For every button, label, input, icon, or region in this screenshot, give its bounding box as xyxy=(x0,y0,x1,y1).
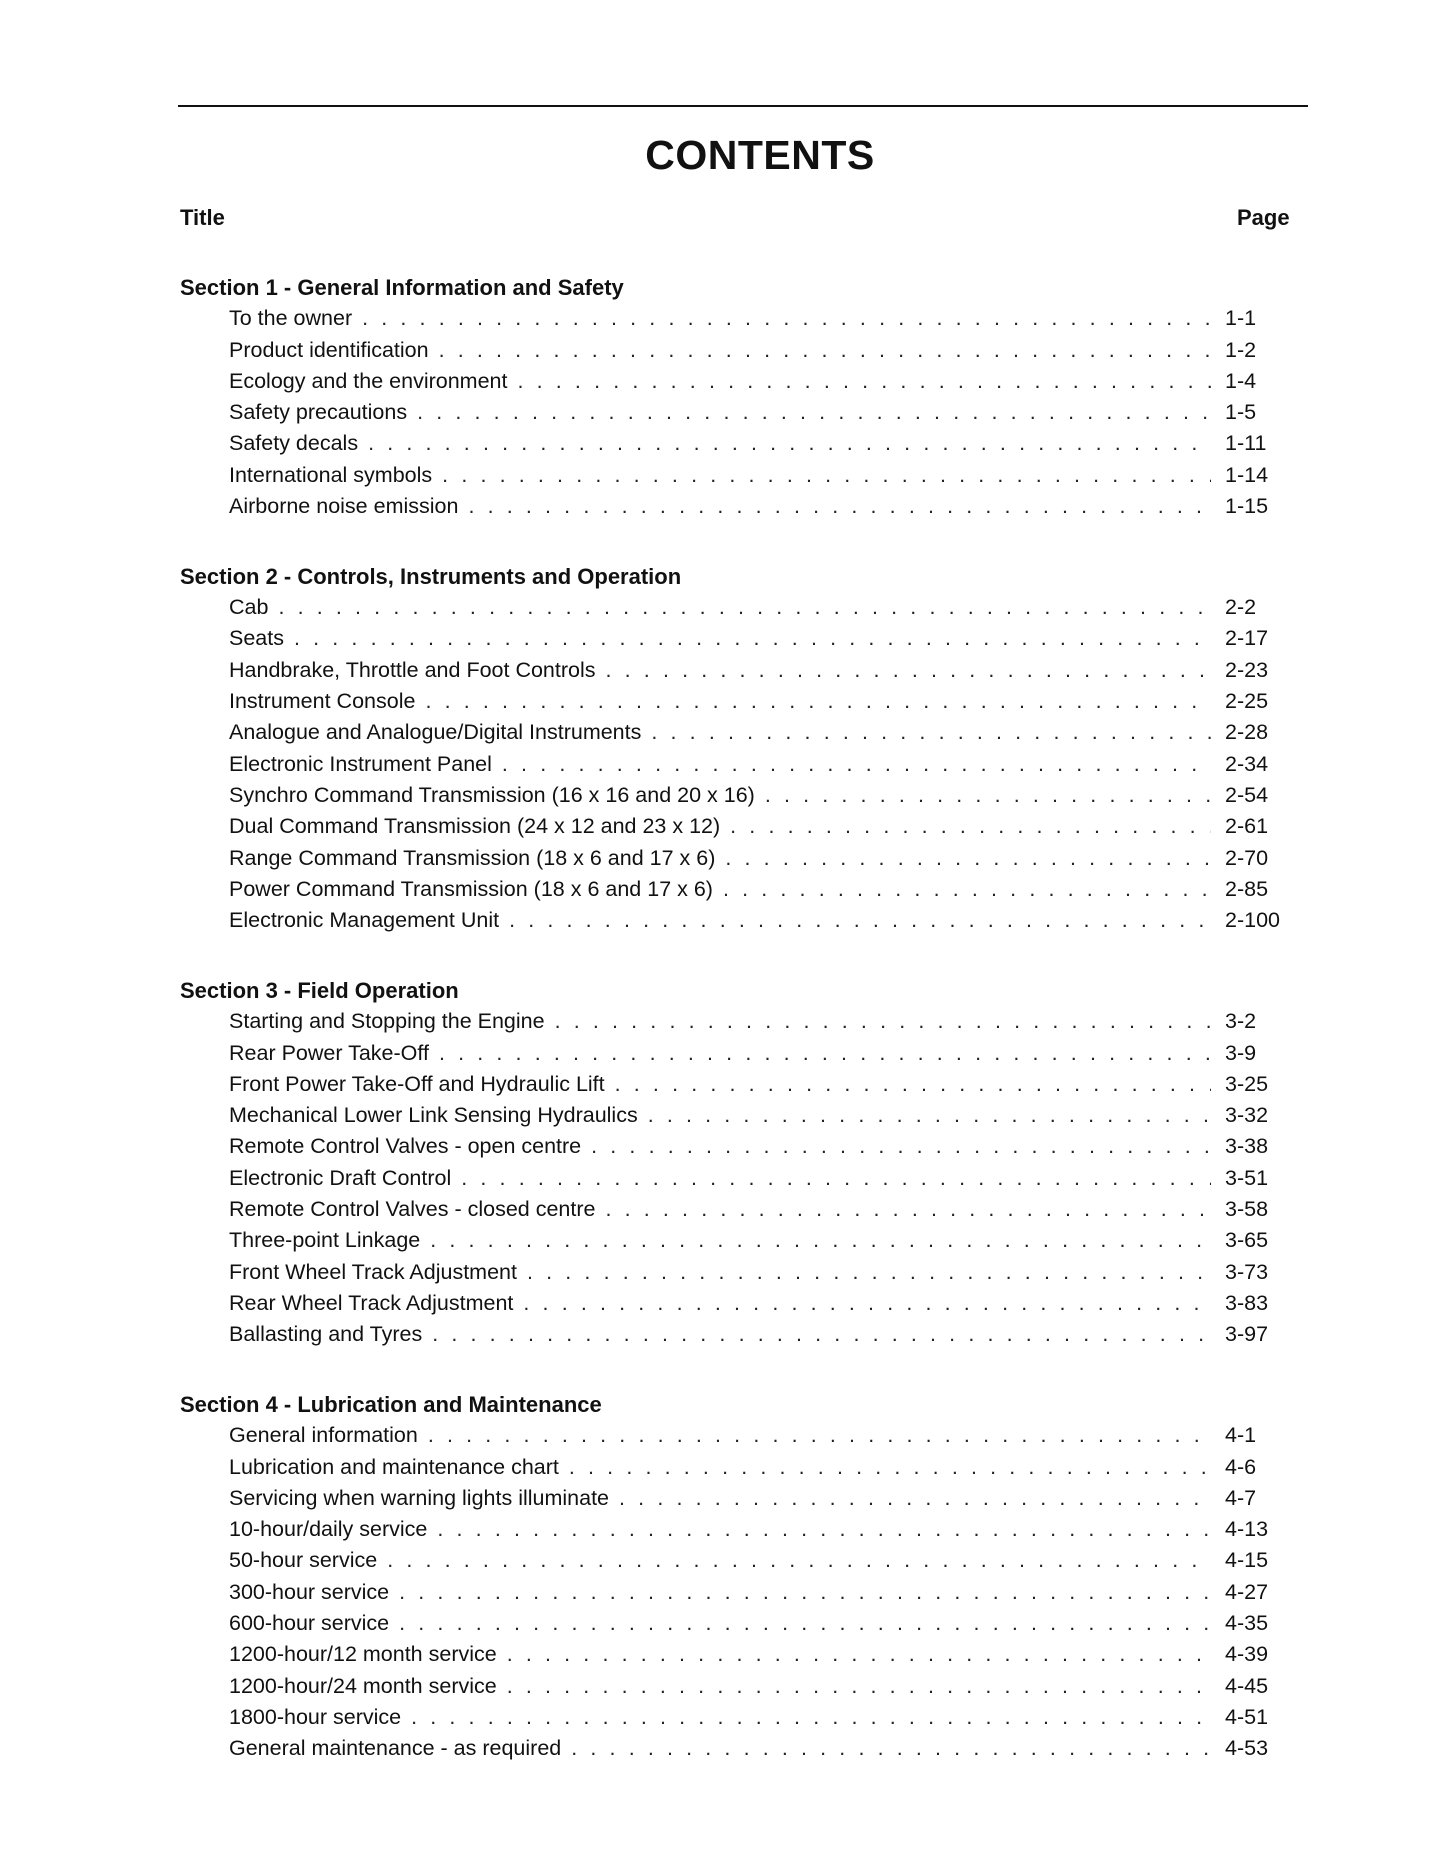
toc-entry xyxy=(180,397,1300,428)
entry-title: Electronic Management Unit xyxy=(229,908,500,933)
section-heading: Section 1 - General Information and Safety xyxy=(180,275,624,300)
toc-entry xyxy=(180,1545,1300,1576)
entry-page-number: 2-85 xyxy=(1225,876,1269,901)
toc-entry xyxy=(180,1733,1300,1764)
entry-title: Range Command Transmission (18 x 6 and 17 x 6) xyxy=(229,845,716,870)
dot-leader xyxy=(555,1006,1211,1037)
entry-page-number: 3-65 xyxy=(1225,1228,1269,1253)
entry-page-number: 1-1 xyxy=(1225,306,1257,331)
entry-title: Ballasting and Tyres xyxy=(229,1322,423,1347)
entry-page-number: 3-73 xyxy=(1225,1259,1269,1284)
entry-title: Starting and Stopping the Engine xyxy=(229,1009,545,1034)
toc-entry xyxy=(180,1483,1300,1514)
entry-page-number: 1-2 xyxy=(1225,337,1257,362)
entry-title: Instrument Console xyxy=(229,689,416,714)
toc-entry xyxy=(180,623,1300,654)
toc-entry xyxy=(180,1639,1300,1670)
entry-title: Product identification xyxy=(229,337,429,362)
dot-leader xyxy=(502,749,1211,780)
entry-page-number: 2-100 xyxy=(1225,908,1280,933)
entry-title: Handbrake, Throttle and Foot Controls xyxy=(229,657,596,682)
entry-title: Seats xyxy=(229,626,284,651)
entry-page-number: 2-25 xyxy=(1225,689,1269,714)
section-heading: Section 4 - Lubrication and Maintenance xyxy=(180,1392,602,1417)
entry-title: Three-point Linkage xyxy=(229,1228,421,1253)
entry-title: To the owner xyxy=(229,306,353,331)
entry-title: 50-hour service xyxy=(229,1548,378,1573)
entry-page-number: 2-23 xyxy=(1225,657,1269,682)
column-header-page: Page xyxy=(1237,205,1290,230)
toc-section xyxy=(180,1389,1300,1765)
entry-title: Synchro Command Transmission (16 x 16 and 20 x 16) xyxy=(229,782,755,807)
dot-leader xyxy=(569,1452,1211,1483)
dot-leader xyxy=(439,1038,1211,1069)
entry-title: International symbols xyxy=(229,462,433,487)
dot-leader xyxy=(278,592,1211,623)
dot-leader xyxy=(507,1639,1211,1670)
toc-entry xyxy=(180,811,1300,842)
toc-entry xyxy=(180,1163,1300,1194)
toc-entry xyxy=(180,1608,1300,1639)
page-title: CONTENTS xyxy=(645,132,875,178)
dot-leader xyxy=(428,1420,1211,1451)
entry-title: General information xyxy=(229,1423,418,1448)
toc-section xyxy=(180,975,1300,1351)
toc-entry xyxy=(180,905,1300,936)
entry-page-number: 4-7 xyxy=(1225,1485,1257,1510)
dot-leader xyxy=(723,874,1211,905)
entry-page-number: 4-45 xyxy=(1225,1673,1269,1698)
entry-page-number: 3-38 xyxy=(1225,1134,1269,1159)
entry-title: Front Power Take-Off and Hydraulic Lift xyxy=(229,1071,605,1096)
dot-leader xyxy=(294,623,1211,654)
toc-entry xyxy=(180,1514,1300,1545)
dot-leader xyxy=(442,460,1211,491)
toc-entry xyxy=(180,843,1300,874)
entry-title: Power Command Transmission (18 x 6 and 17 x 6) xyxy=(229,876,713,901)
dot-leader xyxy=(362,303,1211,334)
entry-page-number: 3-97 xyxy=(1225,1322,1269,1347)
toc-entry xyxy=(180,1452,1300,1483)
toc-entry xyxy=(180,491,1300,522)
toc-entry xyxy=(180,780,1300,811)
entry-page-number: 4-51 xyxy=(1225,1704,1269,1729)
toc-entry xyxy=(180,1006,1300,1037)
entry-page-number: 3-58 xyxy=(1225,1197,1269,1222)
entry-title: Safety decals xyxy=(229,431,359,456)
dot-leader xyxy=(417,397,1211,428)
entry-page-number: 4-35 xyxy=(1225,1611,1269,1636)
toc-entry xyxy=(180,1257,1300,1288)
entry-page-number: 4-13 xyxy=(1225,1517,1269,1542)
dot-leader xyxy=(411,1702,1211,1733)
entry-title: Analogue and Analogue/Digital Instruments xyxy=(229,720,642,745)
dot-leader xyxy=(439,335,1211,366)
entry-page-number: 4-27 xyxy=(1225,1579,1269,1604)
entry-title: 1800-hour service xyxy=(229,1704,402,1729)
dot-leader xyxy=(399,1608,1211,1639)
table-of-contents xyxy=(180,272,1300,1803)
dot-leader xyxy=(571,1733,1211,1764)
dot-leader xyxy=(432,1319,1211,1350)
entry-title: Cab xyxy=(229,595,269,620)
dot-leader xyxy=(430,1225,1211,1256)
toc-entry xyxy=(180,335,1300,366)
dot-leader xyxy=(368,428,1211,459)
dot-leader xyxy=(507,1671,1211,1702)
dot-leader xyxy=(468,491,1211,522)
entry-page-number: 4-6 xyxy=(1225,1454,1257,1479)
dot-leader xyxy=(725,843,1211,874)
dot-leader xyxy=(591,1131,1211,1162)
entry-title: Electronic Draft Control xyxy=(229,1165,452,1190)
entry-page-number: 2-2 xyxy=(1225,595,1257,620)
column-header-title: Title xyxy=(180,205,225,230)
entry-page-number: 1-4 xyxy=(1225,368,1257,393)
entry-title: 1200-hour/12 month service xyxy=(229,1642,497,1667)
dot-leader xyxy=(605,1194,1211,1225)
toc-entry xyxy=(180,655,1300,686)
dot-leader xyxy=(527,1257,1211,1288)
entry-title: Rear Wheel Track Adjustment xyxy=(229,1290,514,1315)
dot-leader xyxy=(619,1483,1211,1514)
entry-title: Electronic Instrument Panel xyxy=(229,751,492,776)
entry-title: 300-hour service xyxy=(229,1579,390,1604)
toc-entry xyxy=(180,1069,1300,1100)
entry-page-number: 3-32 xyxy=(1225,1103,1269,1128)
entry-page-number: 2-34 xyxy=(1225,751,1269,776)
toc-entry xyxy=(180,1225,1300,1256)
entry-title: Servicing when warning lights illuminate xyxy=(229,1485,610,1510)
entry-title: 10-hour/daily service xyxy=(229,1517,428,1542)
entry-page-number: 1-11 xyxy=(1225,431,1267,456)
entry-page-number: 1-5 xyxy=(1225,400,1257,425)
dot-leader xyxy=(523,1288,1211,1319)
entry-page-number: 3-83 xyxy=(1225,1290,1269,1315)
toc-section xyxy=(180,561,1300,937)
dot-leader xyxy=(765,780,1211,811)
entry-page-number: 4-53 xyxy=(1225,1736,1269,1761)
toc-entry xyxy=(180,592,1300,623)
toc-entry xyxy=(180,1288,1300,1319)
entry-title: Remote Control Valves - open centre xyxy=(229,1134,582,1159)
toc-entry xyxy=(180,1577,1300,1608)
entry-page-number: 2-28 xyxy=(1225,720,1269,745)
dot-leader xyxy=(425,686,1211,717)
entry-page-number: 4-39 xyxy=(1225,1642,1269,1667)
toc-entry xyxy=(180,717,1300,748)
entry-title: 600-hour service xyxy=(229,1611,390,1636)
entry-page-number: 2-61 xyxy=(1225,814,1269,839)
dot-leader xyxy=(509,905,1211,936)
dot-leader xyxy=(651,717,1211,748)
toc-entry xyxy=(180,749,1300,780)
toc-entry xyxy=(180,366,1300,397)
section-heading: Section 2 - Controls, Instruments and Operation xyxy=(180,563,682,589)
toc-entry xyxy=(180,1100,1300,1131)
toc-entry xyxy=(180,428,1300,459)
entry-title: Remote Control Valves - closed centre xyxy=(229,1197,596,1222)
entry-page-number: 1-14 xyxy=(1225,462,1269,487)
section-heading: Section 3 - Field Operation xyxy=(180,977,459,1003)
dot-leader xyxy=(606,655,1212,686)
dot-leader xyxy=(437,1514,1211,1545)
entry-title: Rear Power Take-Off xyxy=(229,1040,429,1065)
toc-entry xyxy=(180,303,1300,334)
toc-entry xyxy=(180,460,1300,491)
toc-entry xyxy=(180,1671,1300,1702)
toc-entry xyxy=(180,686,1300,717)
entry-title: 1200-hour/24 month service xyxy=(229,1673,497,1698)
dot-leader xyxy=(648,1100,1211,1131)
entry-title: Mechanical Lower Link Sensing Hydraulics xyxy=(229,1103,638,1128)
entry-page-number: 2-70 xyxy=(1225,845,1269,870)
toc-entry xyxy=(180,1131,1300,1162)
dot-leader xyxy=(615,1069,1211,1100)
entry-page-number: 4-1 xyxy=(1225,1423,1257,1448)
entry-page-number: 1-15 xyxy=(1225,494,1269,519)
entry-page-number: 3-51 xyxy=(1225,1165,1269,1190)
entry-page-number: 3-2 xyxy=(1225,1009,1257,1034)
dot-leader xyxy=(517,366,1211,397)
toc-section xyxy=(180,272,1300,522)
entry-title: Airborne noise emission xyxy=(229,494,459,519)
entry-page-number: 2-17 xyxy=(1225,626,1269,651)
entry-title: Ecology and the environment xyxy=(229,368,508,393)
dot-leader xyxy=(399,1577,1211,1608)
toc-entry xyxy=(180,1038,1300,1069)
entry-page-number: 2-54 xyxy=(1225,782,1269,807)
entry-page-number: 4-15 xyxy=(1225,1548,1269,1573)
toc-entry xyxy=(180,874,1300,905)
toc-entry xyxy=(180,1702,1300,1733)
entry-page-number: 3-9 xyxy=(1225,1040,1257,1065)
entry-title: General maintenance - as required xyxy=(229,1736,562,1761)
entry-page-number: 3-25 xyxy=(1225,1071,1269,1096)
toc-entry xyxy=(180,1319,1300,1350)
dot-leader xyxy=(461,1163,1211,1194)
entry-title: Lubrication and maintenance chart xyxy=(229,1454,559,1479)
toc-entry xyxy=(180,1420,1300,1451)
dot-leader xyxy=(387,1545,1211,1576)
entry-title: Dual Command Transmission (24 x 12 and 23 x 12) xyxy=(229,814,721,839)
toc-entry xyxy=(180,1194,1300,1225)
entry-title: Safety precautions xyxy=(229,400,408,425)
top-rule xyxy=(178,105,1308,107)
entry-title: Front Wheel Track Adjustment xyxy=(229,1259,517,1284)
dot-leader xyxy=(730,811,1211,842)
